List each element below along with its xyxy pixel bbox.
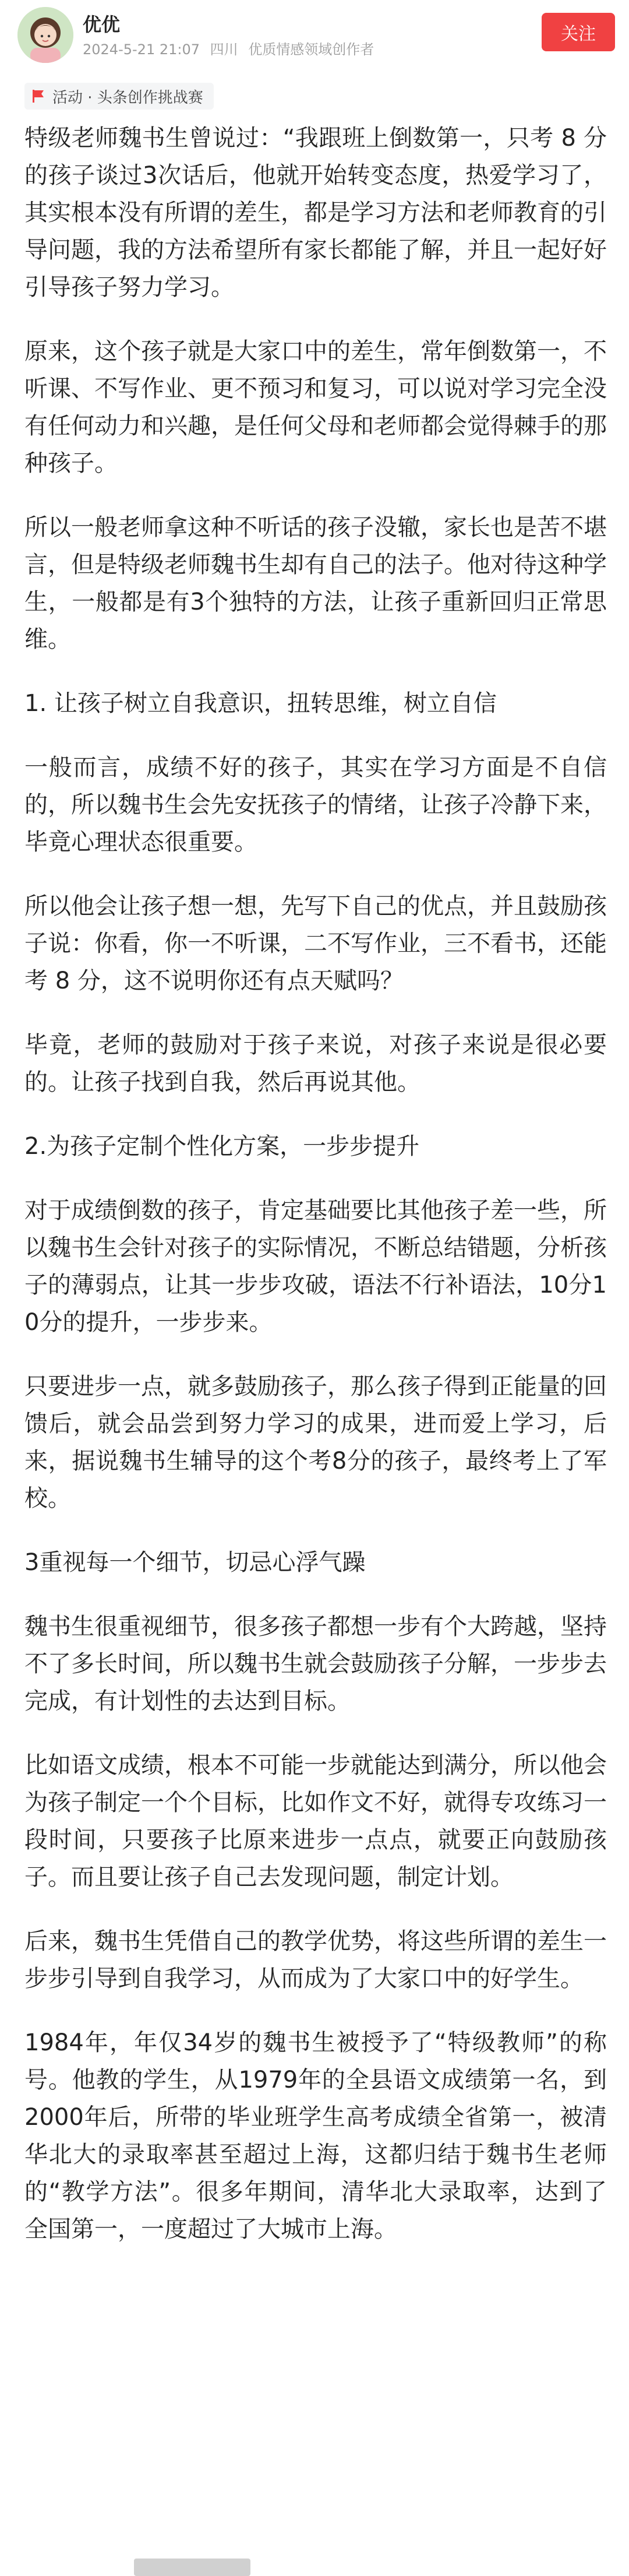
- paragraph: 后来，魏书生凭借自己的教学优势，将这些所谓的差生一步步引导到自我学习，从而成为了大家口中的好学生。: [24, 1928, 607, 1992]
- paragraph: 毕竟，老师的鼓励对于孩子来说，对孩子来说是很必要的。让孩子找到自我，然后再说其他。: [24, 1032, 607, 1096]
- author-title: 优质情感领域创作者: [248, 41, 374, 58]
- section-heading: 2.为孩子定制个性化方案，一步步提升: [24, 1133, 420, 1160]
- section-heading: 3重视每一个细节，切忌心浮气躁: [24, 1549, 366, 1576]
- paragraph: 原来，这个孩子就是大家口中的差生，常年倒数第一，不听课、不写作业、更不预习和复习，可以说对学习完全没有任何动力和兴趣，是任何父母和老师都会觉得棘手的那种孩子。: [24, 338, 607, 477]
- paragraph: 所以一般老师拿这种不听话的孩子没辙，家长也是苦不堪言，但是特级老师魏书生却有自己的法子。他对待这种学生，一般都是有3个独特的方法，让孩子重新回归正常思维。: [24, 514, 607, 653]
- paragraph: 所以他会让孩子想一想，先写下自己的优点，并且鼓励孩子说：你看，你一不听课，二不写作业，三不看书，还能考 8 分，这不说明你还有点天赋吗？: [24, 893, 607, 994]
- avatar[interactable]: [17, 7, 73, 63]
- activity-tag[interactable]: [24, 83, 214, 110]
- post-time: 2024-5-21 21:07: [83, 41, 200, 58]
- avatar-girl-icon: [17, 7, 73, 63]
- paragraph: 魏书生很重视细节，很多孩子都想一步有个大跨越，坚持不了多长时间，所以魏书生就会鼓励孩子分解，一步步去完成，有计划性的去达到目标。: [24, 1613, 607, 1715]
- paragraph: 特级老师魏书生曾说过：“我跟班上倒数第一，只考 8 分的孩子谈过3次话后，他就开始转变态度，热爱学习了，其实根本没有所谓的差生，都是学习方法和老师教育的引导问题，我的方法希望所有家长都能了解，并且一起好好引导孩子努力学习。: [24, 125, 607, 301]
- paragraph: 比如语文成绩，根本不可能一步就能达到满分，所以他会为孩子制定一个个目标，比如作文不好，就得专攻练习一段时间，只要孩子比原来进步一点点，就要正向鼓励孩子。而且要让孩子自己去发现问题，制定计划。: [24, 1752, 607, 1891]
- author-header: [0, 0, 629, 70]
- author-meta: [83, 41, 380, 58]
- post-location: 四川: [210, 41, 238, 58]
- paragraph: 一般而言，成绩不好的孩子，其实在学习方面是不自信的，所以魏书生会先安抚孩子的情绪，让孩子冷静下来，毕竟心理状态很重要。: [24, 754, 607, 856]
- activity-tag-label: 活动 · 头条创作挑战赛: [52, 89, 203, 107]
- flag-icon: [31, 89, 45, 104]
- bottom-fade: [0, 2512, 629, 2576]
- paragraph: 对于成绩倒数的孩子，肯定基础要比其他孩子差一些，所以魏书生会针对孩子的实际情况，不断总结错题，分析孩子的薄弱点，让其一步步攻破，语法不行补语法，10分10分的提升，一步步来。: [24, 1197, 607, 1336]
- article-body: [24, 119, 607, 2275]
- expand-overlay[interactable]: [134, 2559, 250, 2576]
- author-name[interactable]: 优优: [83, 13, 121, 36]
- follow-button[interactable]: 关注: [542, 13, 615, 51]
- paragraph: 1984年，年仅34岁的魏书生被授予了“特级教师”的称号。他教的学生，从1979年的全县语文成绩第一名，到2000年后，所带的毕业班学生高考成绩全省第一，被清华北大的录取率甚至超过上海，这都归结于魏书生老师的“教学方法”。很多年期间，清华北大录取率，达到了全国第一，一度超过了大城市上海。: [24, 2029, 607, 2243]
- paragraph: 只要进步一点，就多鼓励孩子，那么孩子得到正能量的回馈后，就会品尝到努力学习的成果，进而爱上学习，后来，据说魏书生辅导的这个考8分的孩子，最终考上了军校。: [24, 1373, 607, 1512]
- section-heading: 1. 让孩子树立自我意识，扭转思维，树立自信: [24, 690, 497, 717]
